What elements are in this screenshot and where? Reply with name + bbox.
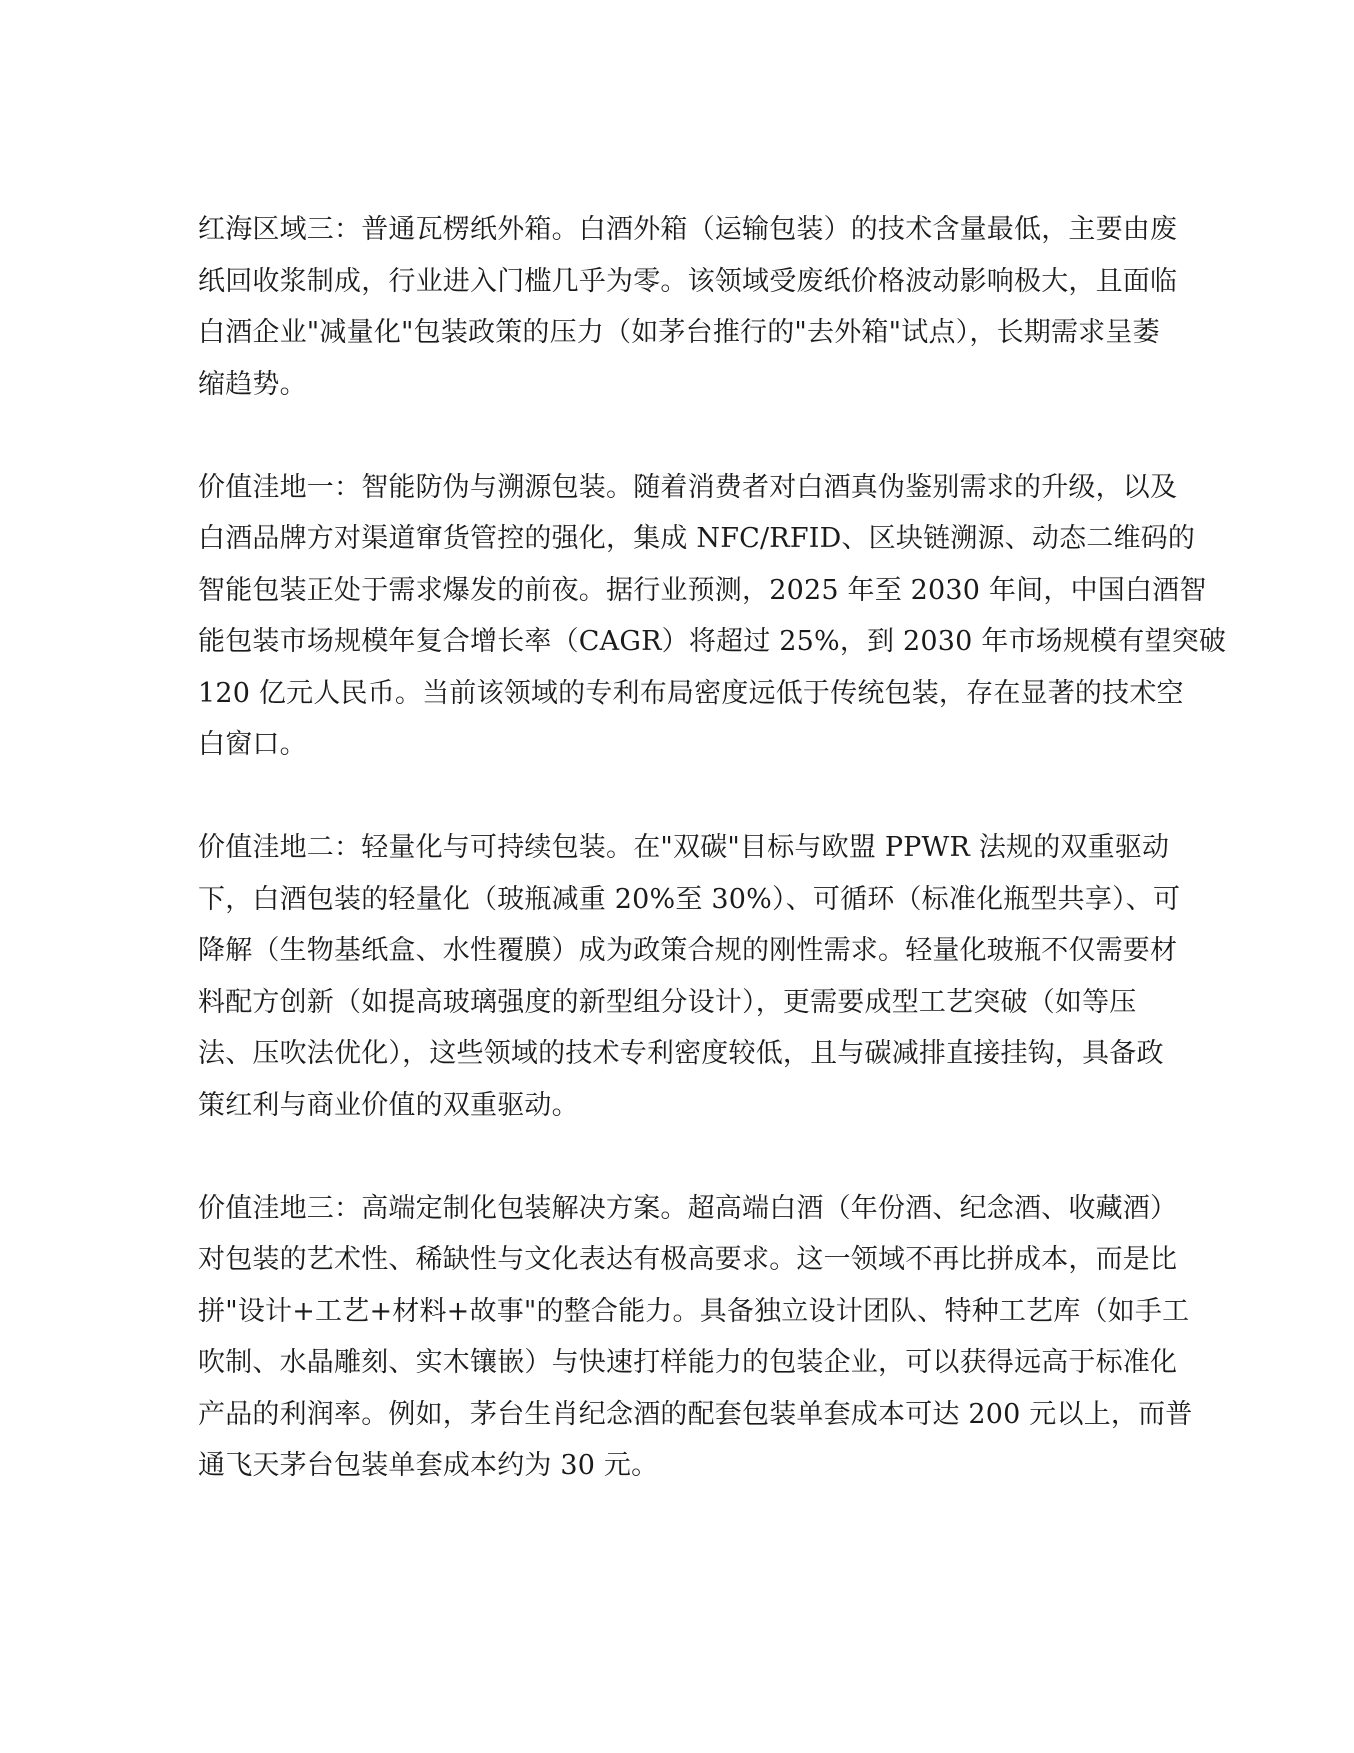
paragraph-spacer (198, 410, 1158, 462)
text-line: 通飞天茅台包装单套成本约为 30 元。 (198, 1450, 659, 1481)
paragraph-spacer (198, 1131, 1158, 1183)
text-line: 降解（生物基纸盒、水性覆膜）成为政策合规的刚性需求。轻量化玻瓶不仅需要材 (198, 935, 1178, 966)
text-line: 纸回收浆制成，行业进入门槛几乎为零。该领域受废纸价格波动影响极大，且面临 (198, 265, 1178, 297)
text-line: 价值洼地二：轻量化与可持续包装。在"双碳"目标与欧盟 PPWR 法规的双重驱动 (198, 832, 1170, 863)
text-line: 白酒品牌方对渠道窜货管控的强化，集成 NFC/RFID、区块链溯源、动态二维码的 (198, 523, 1196, 554)
text-line: 缩趋势。 (198, 368, 307, 400)
text-line: 产品的利润率。例如，茅台生肖纪念酒的配套包装单套成本可达 200 元以上，而普 (198, 1398, 1193, 1430)
text-line: 白窗口。 (198, 729, 307, 760)
text-line: 策红利与商业价值的双重驱动。 (198, 1089, 579, 1121)
paragraph-value-zone-two (198, 822, 1181, 1131)
text-line: 拼"设计+工艺+材料+故事"的整合能力。具备独立设计团队、特种工艺库（如手工 (198, 1295, 1190, 1327)
paragraph-value-zone-three (198, 1183, 1193, 1492)
text-line: 价值洼地一：智能防伪与溯源包装。随着消费者对白酒真伪鉴别需求的升级，以及 (198, 471, 1178, 503)
paragraph-red-sea-zone-three (198, 204, 1178, 410)
paragraph-spacer (198, 771, 1158, 823)
text-line: 价值洼地三：高端定制化包装解决方案。超高端白酒（年份酒、纪念酒、收藏酒） (198, 1192, 1178, 1224)
text-line: 红海区域三：普通瓦楞纸外箱。白酒外箱（运输包装）的技术含量最低，主要由废 (198, 214, 1178, 245)
text-line: 料配方创新（如提高玻璃强度的新型组分设计），更需要成型工艺突破（如等压 (198, 986, 1137, 1018)
paragraph-value-zone-one (198, 462, 1227, 771)
text-line: 对包装的艺术性、稀缺性与文化表达有极高要求。这一领域不再比拼成本，而是比 (198, 1244, 1178, 1275)
text-line: 吹制、水晶雕刻、实木镶嵌）与快速打样能力的包装企业，可以获得远高于标准化 (198, 1347, 1178, 1378)
text-line: 能包装市场规模年复合增长率（CAGR）将超过 25%，到 2030 年市场规模有望突破 (198, 626, 1227, 657)
document-body (198, 204, 1227, 1492)
text-line: 120 亿元人民币。当前该领域的专利布局密度远低于传统包装，存在显著的技术空 (198, 677, 1184, 709)
text-line: 下，白酒包装的轻量化（玻瓶减重 20%至 30%）、可循环（标准化瓶型共享）、可 (198, 883, 1181, 915)
text-line: 法、压吹法优化），这些领域的技术专利密度较低，且与碳减排直接挂钩，具备政 (198, 1038, 1164, 1069)
text-line: 智能包装正处于需求爆发的前夜。据行业预测，2025 年至 2030 年间，中国白酒智 (198, 574, 1207, 606)
text-line: 白酒企业"减量化"包装政策的压力（如茅台推行的"去外箱"试点），长期需求呈萎 (198, 317, 1160, 348)
